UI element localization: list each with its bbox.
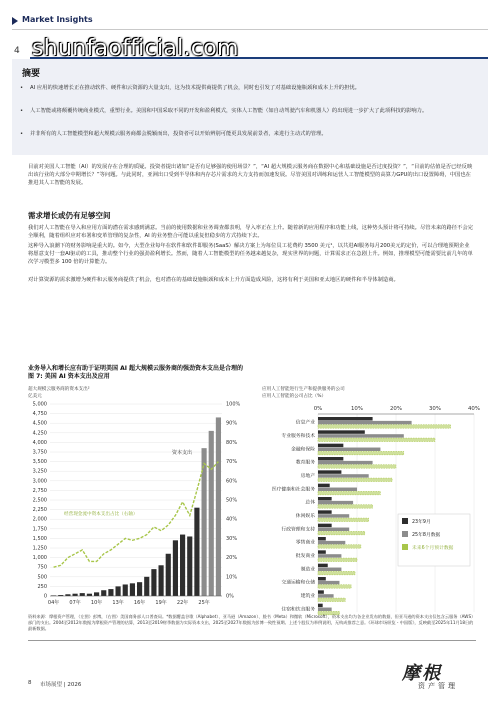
body-paragraph-3: 对计算资源的需求激增为硬件和云服务商提供了机会，也对潜在的基础设施瓶颈和成本上升方面造成风险，这将有利于美国和亚太地区的硬件和半导体制造商。: [28, 277, 399, 283]
capex-bar: [137, 582, 142, 596]
x-tick-label: 07年: [69, 600, 81, 606]
y-tick-label: 250: [37, 583, 47, 590]
body-paragraph-2: 这种导入浪潮下的财务影响是重大的。如今，大型企业每年在软件和软件即服务(SaaS）解决方案上为每位员工花费约 3500 美元¹，以共进AI服务每月200美元的定价，可以合理地预期企业将愿意支付一套AI驱动的工具，推动整个行业的强劲盈利增长。然而，随着人工智能模型的任务越来越复杂，现实世界的问题，计算需求正在急剧上升。例如，推理模型可能需要比前几年的单次学习模型多 100 倍的计算能力。: [28, 243, 473, 265]
y-tick-label: 2,000: [32, 516, 47, 523]
adoption-bar: [318, 594, 334, 597]
section-title: 需求增长或仍有足够空间: [28, 211, 111, 220]
category-label: 交通运输和仓储: [281, 580, 315, 586]
legend-label: 23年9月: [412, 520, 431, 525]
capex-bar: [101, 590, 106, 596]
adoption-bar: [318, 550, 326, 553]
adoption-bar: [318, 590, 324, 593]
category-label: 零售商业: [295, 540, 315, 546]
adoption-bar: [318, 608, 332, 611]
y2-tick-label: 10%: [226, 574, 238, 581]
y-tick-label: 3,750: [32, 449, 47, 456]
y-tick-label: 1,750: [32, 526, 47, 533]
adoption-bar: [318, 604, 323, 607]
y-tick-label: 5,000: [32, 401, 47, 408]
adoption-bar: [318, 488, 357, 491]
capex-bar: [173, 540, 178, 596]
adoption-bar: [318, 474, 369, 477]
capex-bar: [180, 535, 185, 596]
abstract-bullet-2: • 人工智能或将颠覆传统商业模式，重塑行业。美国和中国采取不同的开发和盈利模式，实体人工智能（如自动驾驶汽车和机器人）的出现进一步扩大了此项科技的影响力。: [30, 107, 470, 115]
y2-tick-label: 40%: [226, 516, 238, 523]
category-label: 信息产业: [295, 420, 315, 426]
y-tick-label: 2,750: [32, 487, 47, 494]
adoption-bar: [318, 581, 339, 584]
y-tick-label: 2,250: [32, 507, 47, 514]
adoption-bar: [318, 568, 341, 571]
adoption-bar: [318, 501, 353, 504]
x-tick-label: 10年: [90, 600, 103, 606]
watermark: shunfaofficial.com: [32, 36, 239, 61]
adoption-bar: [318, 417, 373, 420]
y-tick-label: 4,000: [32, 439, 47, 446]
capex-bar: [159, 565, 164, 596]
adoption-bar-forecast-fill: [318, 558, 357, 561]
y-tick-label: 3,250: [32, 468, 47, 475]
right-chart-subtitle: 应用人工智能进行生产和提供服务的公司: [262, 387, 345, 392]
adoption-bar: [318, 430, 365, 433]
y2-tick-label: 30%: [226, 535, 238, 542]
adoption-bar: [318, 564, 328, 567]
adoption-bar-forecast-fill: [318, 598, 345, 601]
category-label: 总体: [305, 500, 315, 506]
y2-tick-label: 90%: [226, 420, 238, 427]
x-tick-label: 40%: [468, 406, 480, 412]
adoption-bar: [318, 537, 326, 540]
adoption-bar: [318, 444, 343, 447]
left-chart-unit: 亿美元: [28, 394, 42, 399]
adoption-bar: [318, 497, 332, 500]
logo-name: 摩根: [402, 663, 442, 684]
x-tick-label: 0%: [313, 406, 323, 412]
y-tick-label: 3,000: [32, 478, 47, 485]
y-tick-label: 1,250: [32, 545, 47, 552]
adoption-bar: [318, 461, 373, 464]
category-label: 制造业: [300, 567, 315, 573]
abstract-bullet-3: • 并非所有的人工智能模型和超大规模云服务商都会脱颖而出，投资者可以开始辨别可能更具发展前景者，来进行主动式的管理。: [30, 130, 470, 138]
footer-page: 8: [28, 680, 32, 686]
capex-bar: [194, 508, 199, 596]
adoption-bar: [318, 484, 330, 487]
adoption-bar-forecast-fill: [318, 491, 380, 494]
x-tick-label: 25年: [198, 600, 210, 606]
x-tick-label: 20%: [390, 406, 402, 412]
capex-bar: [166, 554, 171, 596]
capex-bar: [144, 577, 149, 596]
adoption-bar: [318, 510, 332, 513]
capex-bar: [209, 431, 214, 596]
y2-tick-label: 20%: [226, 555, 238, 562]
footer-publication: 市场展望 | 2026: [40, 682, 82, 688]
abstract-title: 摘要: [22, 69, 41, 79]
category-label: 金融和保险: [291, 447, 315, 453]
capex-bar: [123, 584, 128, 596]
category-label: 教育服务: [295, 460, 315, 466]
y-tick-label: 500: [37, 574, 47, 581]
logo-tagline: 资产管理: [418, 682, 458, 690]
adoption-bar-forecast-fill: [318, 505, 373, 508]
adoption-bar-forecast-fill: [318, 545, 361, 548]
category-label: 建筑业: [300, 593, 315, 599]
capex-bar: [80, 593, 85, 596]
capex-bar: [73, 594, 78, 596]
y-tick-label: 4,500: [32, 420, 47, 427]
adoption-bar-forecast-fill: [318, 465, 396, 468]
category-label: 专业服务和技术: [281, 433, 315, 439]
figure-note: 资料来源：摩根资产管理，（左图）彭博，（右图）美国商务部人口普查局。*数据覆盖谷歌（Alphabet）、亚马逊（Amazon）、脸书（Meta）和微软（Microsoft），资本支出均为各企业发布的数据，但亚马逊的资本支出仅包含云服务（AWS）部门的支出。2004至2012年数据为摩根资产管理的估算，2013至2019财季数据为实际资本支出，2025至2027年数据为彭博一致性预期。上述个股仅为举例说明，无构成推荐之意。《环球市场纵览 - 中国版》，反映截至2025年11月18日的最新数据。: [28, 614, 476, 631]
y2-tick-label: 70%: [226, 459, 238, 466]
y2-tick-label: 0%: [226, 593, 234, 600]
capex-bar: [94, 592, 99, 596]
x-tick-label: 16年: [133, 600, 146, 606]
y2-tick-label: 80%: [226, 439, 238, 446]
adoption-bar: [318, 514, 349, 517]
adoption-bar-forecast-fill: [318, 425, 451, 428]
capex-bar: [116, 586, 121, 596]
adoption-bar: [318, 524, 332, 527]
y-tick-label: 4,250: [32, 430, 47, 437]
capex-bar: [216, 417, 221, 596]
adoption-bar-forecast-fill: [318, 531, 365, 534]
adoption-bar-forecast-fill: [318, 571, 355, 574]
footer-rule: [28, 640, 476, 641]
body-paragraph-1: 我们对人工智能在导入和应用方面的潜在需求感到满意。当前的使用数据和业务调查都表明，导入率正在上升。随着新的应用程序和功能上线，这种势头预计将可持续。尽管未来的路径不会完全顺利，随着组织应对布署和变革管理的复杂性，AI 的业务整合可能以重复但稳步的方式持续下去。: [28, 225, 473, 239]
adoption-bar: [318, 434, 404, 437]
adoption-bar-forecast-fill: [318, 451, 404, 454]
category-label: 批发商业: [295, 553, 315, 559]
adoption-bar-forecast-fill: [318, 518, 369, 521]
y-tick-label: 3,500: [32, 459, 47, 466]
x-tick-label: 19年: [155, 600, 167, 606]
y2-tick-label: 100%: [226, 401, 241, 408]
x-tick-label: 13年: [112, 600, 124, 606]
adoption-bar: [318, 421, 412, 424]
adoption-bar-forecast-fill: [318, 438, 435, 441]
capex-bar: [151, 569, 156, 596]
adoption-bar: [318, 448, 380, 451]
legend-swatch: [402, 518, 408, 524]
adoption-bar: [318, 577, 326, 580]
capex-chart: [33, 402, 241, 607]
capex-bar: [87, 594, 92, 596]
category-label: 休闲娱乐: [295, 513, 315, 519]
x-tick-label: 22年: [176, 600, 189, 606]
adoption-bar-forecast-fill: [318, 585, 351, 588]
category-label: 住宿和饮食服务: [281, 607, 315, 613]
adoption-bar: [318, 470, 341, 473]
y2-tick-label: 60%: [226, 478, 238, 485]
capex-bar: [108, 589, 113, 596]
share-series-label: 经营现金流中资本支出占比（右轴）: [64, 512, 138, 517]
adoption-bar-forecast-fill: [318, 478, 392, 481]
legend-label: 未来6个月预计数据: [412, 546, 454, 551]
legend-swatch: [402, 531, 408, 537]
category-label: 房地产: [300, 473, 315, 479]
adoption-bar: [318, 541, 345, 544]
figure-title-line-1: 业务导入和增长应有助于证明美国 AI 超大规模云服务商的强劲资本支出是合理的: [28, 365, 244, 372]
capex-bar: [130, 583, 135, 596]
y-tick-label: 4,750: [32, 411, 47, 418]
adoption-bar: [318, 457, 343, 460]
intro-paragraph: 目前对美国人工智能（AI）的发展存在合理的质疑。投资者提出诸如“是否有足够强的使用场景？”，“AI 超大规模云服务商在数据中心和基础设施是否过度投资？”，“目前的估值是否已经反映出该行业的大部分中期增长？”等问题。与此同时，亚洲出口受到半导体和内存芯片需求的大力支持而加速发展。尽管美国对训练和运营人工智能模型的高算力GPU的出口设置障碍，中国也在推进其人工智能的发展。: [28, 164, 473, 186]
figure-title-line-2: 图 7: 美国 AI 资本支出及应用: [28, 373, 110, 380]
category-label: 医疗健康和社会服务: [271, 487, 315, 493]
header-section: Market Insights: [22, 15, 93, 24]
category-label: 行政管理和支持: [281, 527, 315, 533]
x-tick-label: 04年: [47, 600, 60, 606]
capex-series-label: 资本支出: [172, 450, 193, 456]
abstract-bullet-1: • AI 应用的快速增长正在推动软件、硬件和云资源的大量支出，这为技术提供商提供了机会，同时也引发了对基础设施瓶颈和成本上升的担忧。: [30, 84, 470, 92]
left-chart-subtitle: 超大规模云服务商的资本支出²: [28, 387, 90, 392]
y-tick-label: 1,000: [32, 555, 47, 562]
y-tick-label: 750: [37, 564, 47, 571]
x-tick-label: 10%: [351, 406, 363, 412]
y-tick-label: 1,500: [32, 535, 47, 542]
right-chart-unit: 应用人工智能的公司占比（%）: [262, 394, 327, 399]
adoption-bar: [318, 554, 341, 557]
stray-digit: 4: [14, 46, 20, 56]
legend-box: [398, 514, 470, 566]
ai-adoption-chart: [272, 406, 480, 615]
y-tick-label: 0: [43, 593, 47, 600]
capex-bar: [187, 536, 192, 596]
x-tick-label: 30%: [429, 406, 441, 412]
y-tick-label: 2,500: [32, 497, 47, 504]
legend-label: 25年8月数据: [412, 533, 441, 538]
y2-tick-label: 50%: [226, 497, 238, 504]
adoption-bar: [318, 528, 349, 531]
legend-swatch: [402, 544, 408, 550]
